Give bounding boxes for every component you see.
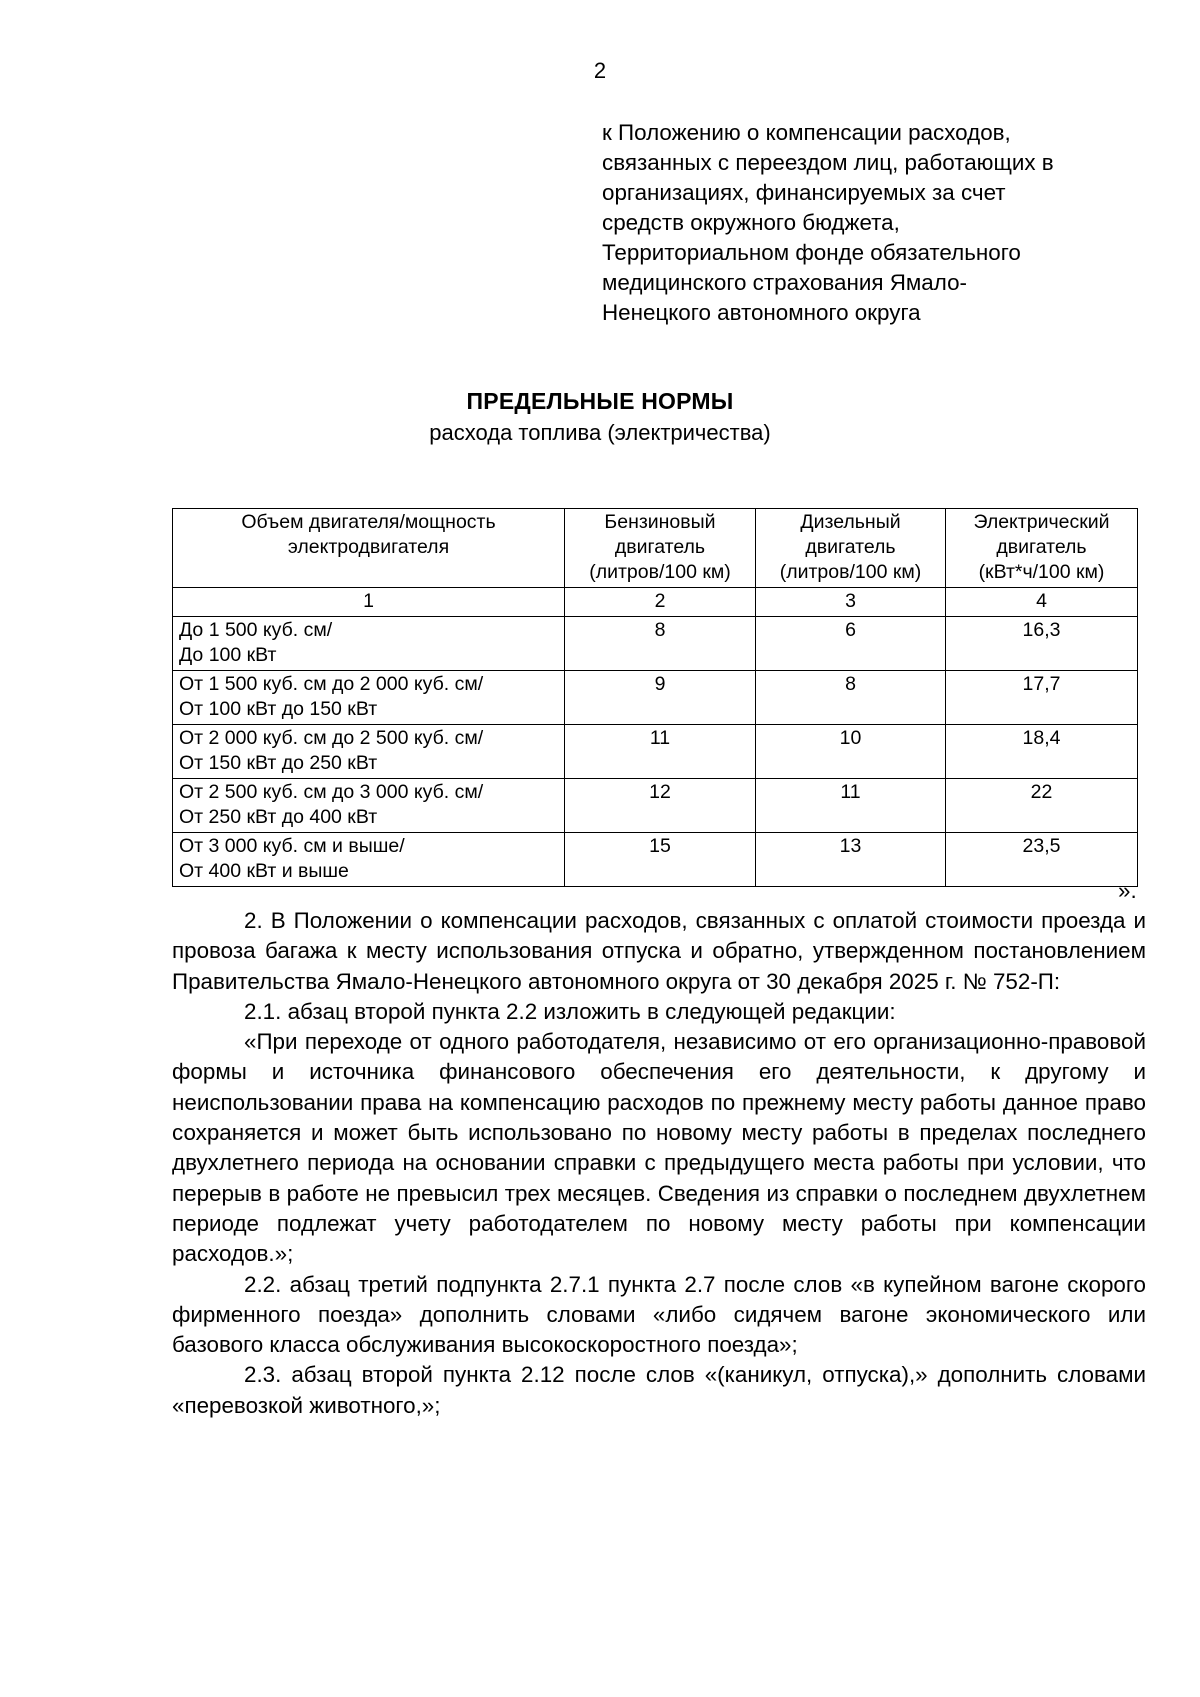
fuel-norms-table: [172, 508, 1138, 887]
engine-volume-cell: [173, 833, 565, 887]
header-diesel-engine: [756, 509, 946, 588]
table-header-row: [173, 509, 1138, 588]
petrol-value: 9: [565, 671, 756, 725]
header-line: (литров/100 км): [779, 561, 922, 583]
annex-reference: [602, 118, 1162, 328]
paragraph: 2.1. абзац второй пункта 2.2 изложить в следующей редакции:: [244, 998, 896, 1024]
header-line: (литров/100 км): [589, 561, 731, 583]
annex-line: средств окружного бюджета,: [602, 210, 900, 235]
page-number: 2: [593, 58, 607, 83]
header-engine-volume: [173, 509, 565, 588]
petrol-value: 12: [565, 779, 756, 833]
annex-line: к Положению о компенсации расходов,: [602, 120, 1011, 145]
body-text: [172, 906, 1146, 1421]
table-row: [173, 671, 1138, 725]
column-index: 3: [756, 588, 946, 617]
engine-power-line: До 100 кВт: [179, 644, 277, 666]
engine-volume-cell: [173, 725, 565, 779]
petrol-value: 8: [565, 617, 756, 671]
electric-value: 23,5: [946, 833, 1138, 887]
engine-volume-line: От 2 000 куб. см до 2 500 куб. см/: [179, 727, 484, 749]
document-title: ПРЕДЕЛЬНЫЕ НОРМЫ: [466, 388, 734, 414]
engine-power-line: От 100 кВт до 150 кВт: [179, 698, 378, 720]
engine-volume-line: До 1 500 куб. см/: [179, 619, 333, 641]
engine-volume-line: От 2 500 куб. см до 3 000 куб. см/: [179, 781, 484, 803]
column-index: 1: [173, 588, 565, 617]
engine-power-line: От 250 кВт до 400 кВт: [179, 806, 378, 828]
table-row: [173, 725, 1138, 779]
header-petrol-engine: [565, 509, 756, 588]
header-line: двигатель: [614, 536, 706, 558]
diesel-value: 11: [756, 779, 946, 833]
engine-volume-cell: [173, 617, 565, 671]
paragraph: 2. В Положении о компенсации расходов, связанных с оплатой стоимости проезда и провоза багажа к месту использования отпуска и обратно, утвержденном постановлением Правительства Ямало-Ненецкого автономного округа от 30 декабря 2025 г. № 752-П:: [172, 908, 1146, 994]
document-subtitle: расхода топлива (электричества): [429, 420, 771, 445]
paragraph: 2.2. абзац третий подпункта 2.7.1 пункта 2.7 после слов «в купейном вагоне скорого фирменного поезда» дополнить словами «либо сидячем вагоне экономического или базового класса обслуживания высокоскоростного поезда»;: [172, 1271, 1146, 1358]
engine-volume-line: От 3 000 куб. см и выше/: [179, 835, 405, 857]
column-index: 2: [565, 588, 756, 617]
engine-power-line: От 400 кВт и выше: [179, 860, 349, 882]
engine-volume-line: От 1 500 куб. см до 2 000 куб. см/: [179, 673, 484, 695]
paragraph: 2.3. абзац второй пункта 2.12 после слов «(каникул, отпуска),» дополнить словами «перевозкой животного,»;: [172, 1362, 1146, 1418]
electric-value: 18,4: [946, 725, 1138, 779]
diesel-value: 10: [756, 725, 946, 779]
table-row: [173, 779, 1138, 833]
header-line: двигатель: [805, 536, 896, 558]
annex-line: Территориальном фонде обязательного: [602, 240, 1021, 265]
header-line: Электрический: [973, 511, 1110, 533]
column-index-row: [173, 588, 1138, 617]
engine-volume-cell: [173, 779, 565, 833]
header-electric-engine: [946, 509, 1138, 588]
header-line: двигатель: [996, 536, 1087, 558]
engine-volume-cell: [173, 671, 565, 725]
electric-value: 17,7: [946, 671, 1138, 725]
closing-quote: ».: [1118, 878, 1137, 903]
column-index: 4: [946, 588, 1138, 617]
diesel-value: 6: [756, 617, 946, 671]
electric-value: 16,3: [946, 617, 1138, 671]
annex-line: медицинского страхования Ямало-: [602, 270, 967, 295]
engine-power-line: От 150 кВт до 250 кВт: [179, 752, 378, 774]
annex-line: организациях, финансируемых за счет: [602, 180, 1006, 205]
paragraph: «При переходе от одного работодателя, независимо от его организационно-правовой формы и источника финансового обеспечения его деятельности, к другому и неиспользовании права на компенсацию расходов по прежнему месту работы данное право сохраняется и может быть использовано по новому месту работы в пределах последнего двухлетнего периода на основании справки с предыдущего места работы при условии, что перерыв в работе не превысил трех месяцев. Сведения из справки о последнем двухлетнем периоде подлежат учету работодателем по новому месту работы при компенсации расходов.»;: [172, 1029, 1146, 1267]
annex-line: Ненецкого автономного округа: [602, 300, 921, 325]
table-row: [173, 617, 1138, 671]
petrol-value: 11: [565, 725, 756, 779]
petrol-value: 15: [565, 833, 756, 887]
header-line: (кВт*ч/100 км): [978, 561, 1105, 583]
diesel-value: 13: [756, 833, 946, 887]
electric-value: 22: [946, 779, 1138, 833]
table-row: [173, 833, 1138, 887]
header-line: Бензиновый: [604, 511, 716, 533]
annex-line: связанных с переездом лиц, работающих в: [602, 150, 1054, 175]
header-line: Дизельный: [800, 511, 901, 533]
header-line: Объем двигателя/мощность: [241, 511, 496, 533]
header-line: электродвигателя: [287, 536, 450, 558]
diesel-value: 8: [756, 671, 946, 725]
